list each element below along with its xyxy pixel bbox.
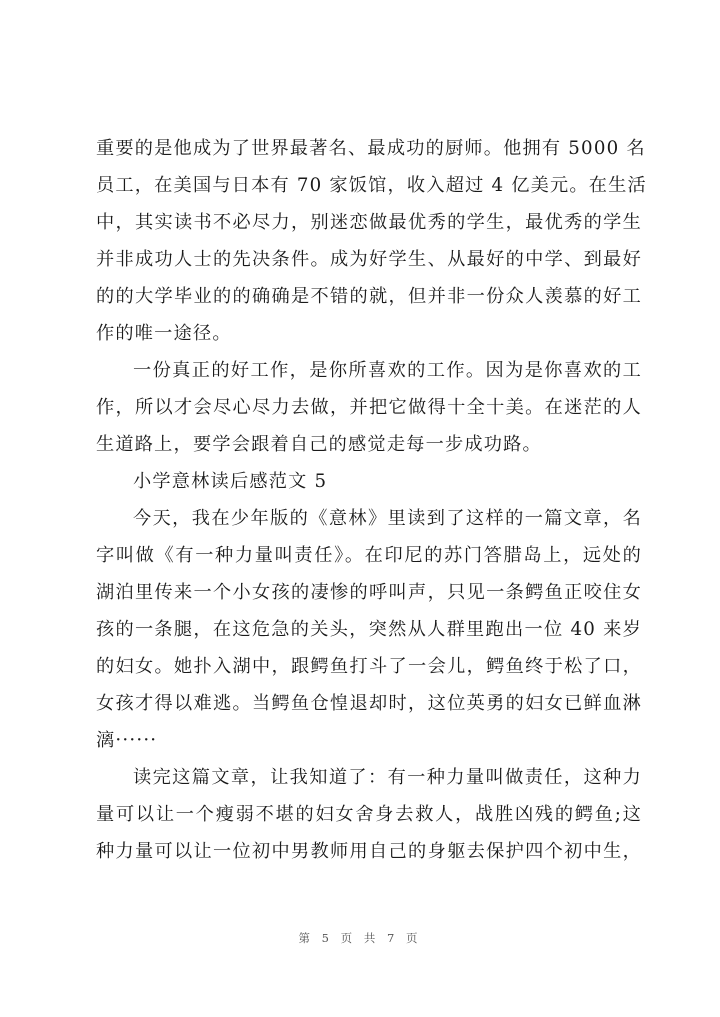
text-line: 种力量可以让一位初中男教师用自己的身躯去保护四个初中生， bbox=[96, 841, 642, 862]
section-heading bbox=[96, 463, 642, 500]
text-line: 并非成功人士的先决条件。成为好学生、从最好的中学、到最好 bbox=[96, 249, 642, 270]
text-line: 漓······ bbox=[96, 730, 158, 751]
text-line: 重要的是他成为了世界最著名、最成功的厨师。他拥有 5000 名 bbox=[96, 138, 646, 159]
text-line: 女孩才得以难逃。当鳄鱼仓惶退却时，这位英勇的妇女已鲜血淋 bbox=[96, 693, 642, 714]
text-line: 一份真正的好工作，是你所喜欢的工作。因为是你喜欢的工 bbox=[133, 360, 642, 381]
text-line: 作，所以才会尽心尽力去做，并把它做得十全十美。在迷茫的人 bbox=[96, 397, 642, 418]
text-line: 中，其实读书不必尽力，别迷恋做最优秀的学生，最优秀的学生 bbox=[96, 212, 642, 233]
text-line: 员工，在美国与日本有 70 家饭馆，收入超过 4 亿美元。在生活 bbox=[96, 175, 647, 196]
paragraph bbox=[96, 130, 647, 352]
text-line: 的妇女。她扑入湖中，跟鳄鱼打斗了一会儿，鳄鱼终于松了口， bbox=[96, 656, 642, 677]
heading-text: 小学意林读后感范文 5 bbox=[133, 471, 328, 492]
paragraph bbox=[96, 500, 642, 759]
document-body bbox=[96, 130, 647, 870]
text-line: 湖泊里传来一个小女孩的凄惨的呼叫声，只见一条鳄鱼正咬住女 bbox=[96, 582, 642, 603]
text-line: 量可以让一个瘦弱不堪的妇女舍身去救人，战胜凶残的鳄鱼;这 bbox=[96, 804, 642, 825]
page-number-footer: 第 5 页 共 7 页 bbox=[298, 931, 422, 945]
text-line: 的的大学毕业的的确确是不错的就，但并非一份众人羡慕的好工 bbox=[96, 286, 642, 307]
text-line: 字叫做《有一种力量叫责任》。在印尼的苏门答腊岛上，远处的 bbox=[96, 545, 642, 566]
text-line: 读完这篇文章，让我知道了：有一种力量叫做责任，这种力 bbox=[133, 767, 642, 788]
text-line: 今天，我在少年版的《意林》里读到了这样的一篇文章，名 bbox=[133, 508, 642, 529]
paragraph bbox=[96, 352, 642, 463]
paragraph bbox=[96, 759, 642, 870]
text-line: 孩的一条腿，在这危急的关头，突然从人群里跑出一位 40 来岁 bbox=[96, 619, 642, 640]
text-line: 生道路上，要学会跟着自己的感觉走每一步成功路。 bbox=[96, 434, 542, 455]
text-line: 作的唯一途径。 bbox=[96, 323, 232, 344]
